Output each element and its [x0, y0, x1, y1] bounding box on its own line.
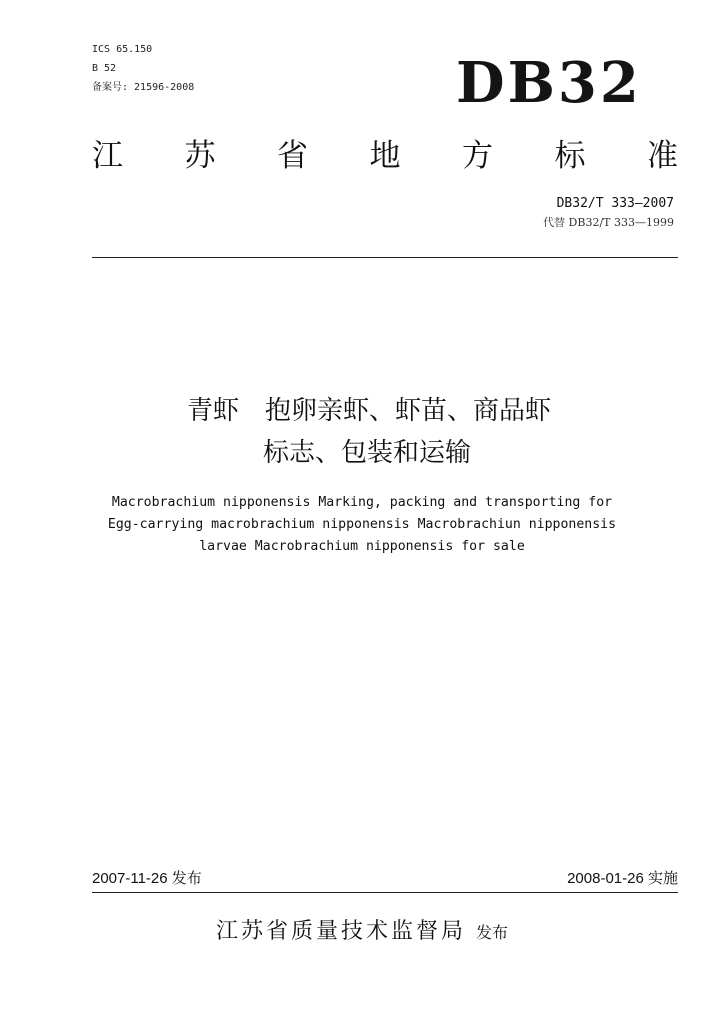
issue-date: 2007-11-26 发布: [92, 870, 202, 887]
effective-date: 2008-01-26 实施: [567, 870, 678, 887]
issuing-organization: 江苏省质量技术监督局: [215, 919, 466, 944]
standard-type-heading: [92, 132, 678, 180]
footer-divider: [92, 892, 678, 893]
title-chinese: [0, 390, 724, 474]
standard-type-char: 方: [462, 138, 493, 174]
ics-code: ICS 65.150: [92, 44, 153, 55]
title-english-line-3: larvae Macrobrachium nipponensis for sale: [199, 539, 525, 554]
document-meta: [92, 40, 194, 97]
record-number: 备案号: 21596-2008: [92, 82, 195, 93]
title-english: [0, 492, 724, 558]
category-code: B 52: [92, 63, 117, 74]
issue-action: 发布: [476, 923, 509, 942]
standard-type-char: 省: [277, 138, 308, 174]
standard-type-char: 地: [369, 138, 401, 174]
title-english-line-1: Macrobrachium nipponensis Marking, packing and transporting for: [111, 495, 613, 510]
standard-type-char: 标: [554, 138, 586, 174]
db32-logo: DB32: [456, 50, 642, 116]
issuer-line: [0, 914, 724, 950]
standard-number-block: [543, 193, 674, 231]
replaces-standard: 代替 DB32/T 333—1999: [543, 216, 674, 229]
standard-type-char: 江: [92, 138, 123, 174]
standard-type-char: 苏: [184, 138, 216, 174]
header-divider: [92, 257, 678, 258]
standard-type-char: 准: [647, 138, 678, 174]
title-english-line-2: Egg-carrying macrobrachium nipponensis Macrobrachiun nipponensis: [107, 517, 617, 532]
standard-number: DB32/T 333—2007: [556, 196, 674, 211]
title-chinese-line-2: 标志、包装和运输: [262, 438, 471, 468]
title-chinese-line-1: 青虾 抱卵亲虾、虾苗、商品虾: [186, 396, 551, 426]
dates-row: [92, 868, 678, 890]
